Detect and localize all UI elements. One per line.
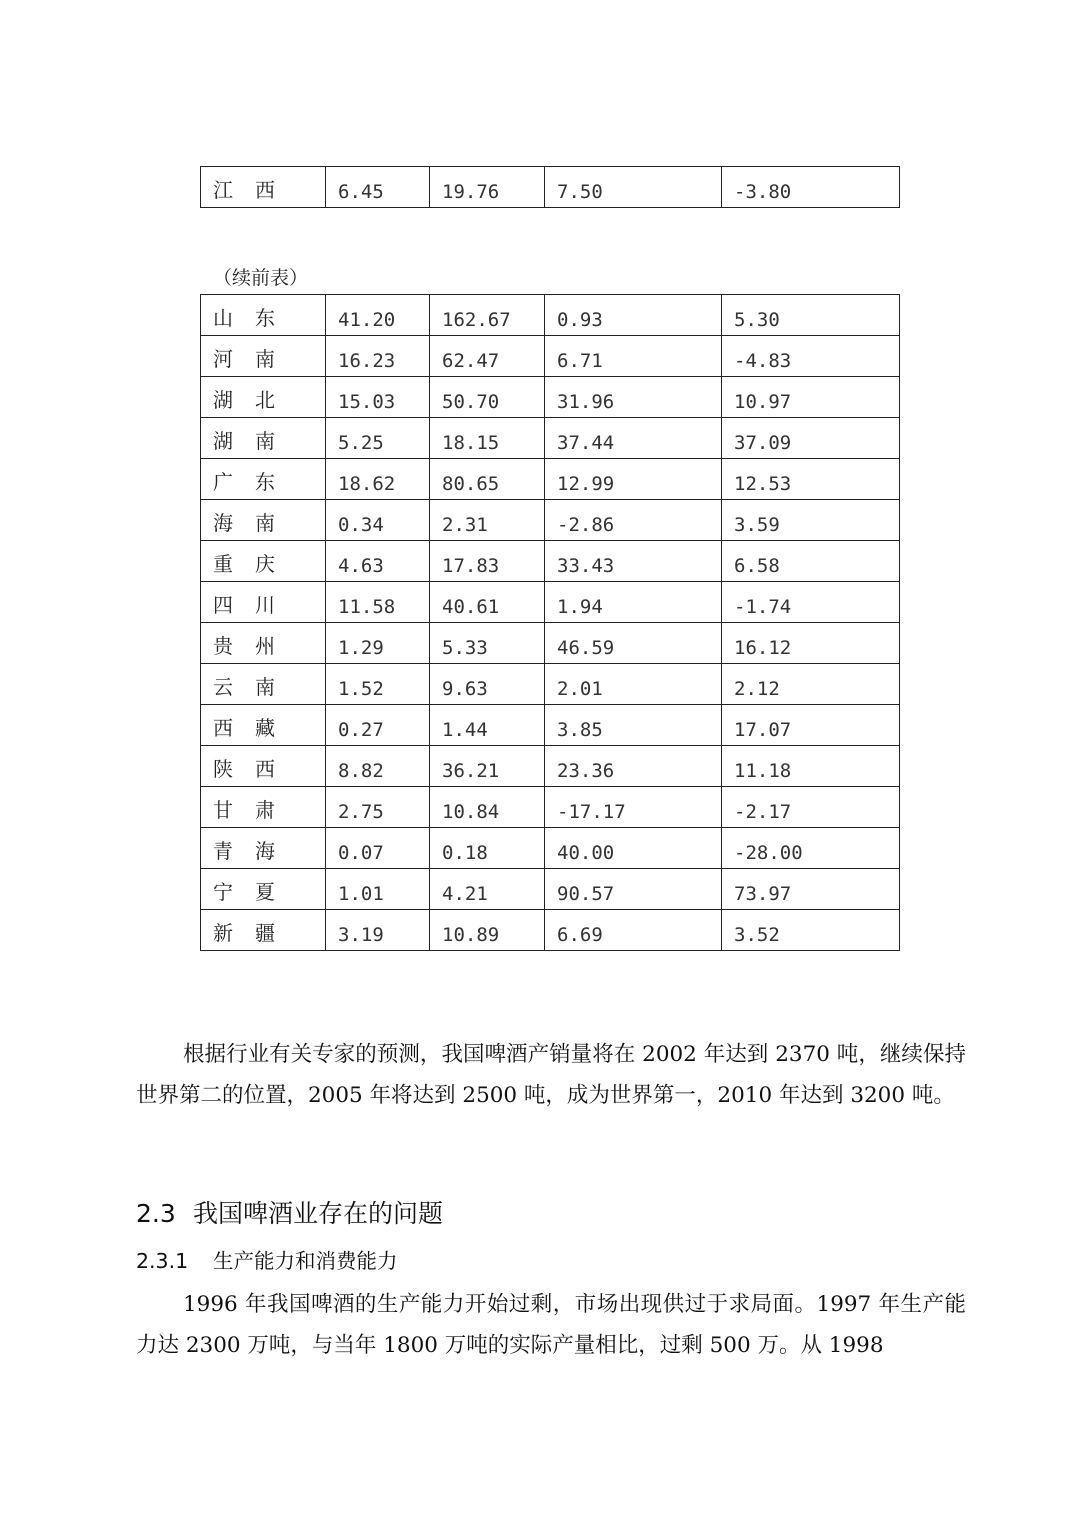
region-char: 东 — [255, 306, 275, 330]
value-cell: 41.20 — [326, 295, 430, 336]
value-cell: 15.03 — [326, 377, 430, 418]
value-cell: 8.82 — [326, 746, 430, 787]
value-cell: 3.59 — [722, 500, 900, 541]
value-cell: -17.17 — [545, 787, 722, 828]
region-cell — [201, 418, 326, 459]
region-cell — [201, 582, 326, 623]
value-cell: 9.63 — [430, 664, 545, 705]
region-char: 西 — [255, 757, 275, 781]
region-char: 肃 — [255, 798, 275, 822]
region-cell — [201, 541, 326, 582]
table-row — [201, 295, 900, 336]
region-cell — [201, 295, 326, 336]
region-char: 甘 — [213, 798, 233, 822]
value-cell: 10.84 — [430, 787, 545, 828]
value-cell: 40.00 — [545, 828, 722, 869]
region-char: 四 — [213, 593, 233, 617]
region-cell — [201, 910, 326, 951]
value-cell: 17.83 — [430, 541, 545, 582]
region-cell — [201, 664, 326, 705]
value-cell: 17.07 — [722, 705, 900, 746]
region-char: 南 — [255, 511, 275, 535]
value-cell: 1.44 — [430, 705, 545, 746]
value-cell: 6.45 — [326, 167, 430, 208]
data-table-continued — [200, 294, 900, 951]
value-cell: 3.19 — [326, 910, 430, 951]
region-char: 江 — [213, 178, 233, 202]
value-cell: 2.01 — [545, 664, 722, 705]
region-char: 山 — [213, 306, 233, 330]
region-char: 贵 — [213, 634, 233, 658]
value-cell: -3.80 — [722, 167, 900, 208]
value-cell: 37.09 — [722, 418, 900, 459]
value-cell: 6.71 — [545, 336, 722, 377]
region-char: 南 — [255, 347, 275, 371]
region-char: 疆 — [255, 921, 275, 945]
value-cell: 162.67 — [430, 295, 545, 336]
value-cell: 1.29 — [326, 623, 430, 664]
region-char: 河 — [213, 347, 233, 371]
value-cell: 6.69 — [545, 910, 722, 951]
value-cell: 62.47 — [430, 336, 545, 377]
value-cell: 4.21 — [430, 869, 545, 910]
section-number: 2.3 — [136, 1199, 176, 1228]
value-cell: 23.36 — [545, 746, 722, 787]
value-cell: 37.44 — [545, 418, 722, 459]
value-cell: -4.83 — [722, 336, 900, 377]
value-cell: 0.07 — [326, 828, 430, 869]
region-char: 重 — [213, 552, 233, 576]
region-char: 广 — [213, 470, 233, 494]
section-heading — [136, 1194, 443, 1230]
region-char: 藏 — [255, 716, 275, 740]
value-cell: 73.97 — [722, 869, 900, 910]
table-row — [201, 500, 900, 541]
region-char: 西 — [255, 178, 275, 202]
region-cell — [201, 787, 326, 828]
value-cell: 46.59 — [545, 623, 722, 664]
region-cell — [201, 459, 326, 500]
table-body — [201, 295, 900, 951]
value-cell: 12.53 — [722, 459, 900, 500]
region-char: 青 — [213, 839, 233, 863]
table-row — [201, 167, 900, 208]
value-cell: 0.34 — [326, 500, 430, 541]
table-row — [201, 664, 900, 705]
value-cell: 4.63 — [326, 541, 430, 582]
region-char: 川 — [255, 593, 275, 617]
table-row — [201, 377, 900, 418]
value-cell: 6.58 — [722, 541, 900, 582]
value-cell: 0.18 — [430, 828, 545, 869]
table-row — [201, 869, 900, 910]
paragraph-forecast: 根据行业有关专家的预测，我国啤酒产销量将在 2002 年达到 2370 吨，继续保持世界第二的位置，2005 年将达到 2500 吨，成为世界第一，2010 年达到 3200 吨。 — [136, 1042, 966, 1108]
table-row — [201, 910, 900, 951]
value-cell: -2.86 — [545, 500, 722, 541]
region-char: 北 — [255, 388, 275, 412]
value-cell: 2.75 — [326, 787, 430, 828]
value-cell: 90.57 — [545, 869, 722, 910]
data-table-top — [200, 166, 900, 208]
value-cell: 18.62 — [326, 459, 430, 500]
value-cell: -2.17 — [722, 787, 900, 828]
value-cell: 1.01 — [326, 869, 430, 910]
value-cell: 2.12 — [722, 664, 900, 705]
subsection-title: 生产能力和消费能力 — [213, 1249, 398, 1273]
value-cell: 16.23 — [326, 336, 430, 377]
value-cell: 1.52 — [326, 664, 430, 705]
value-cell: 11.58 — [326, 582, 430, 623]
value-cell: 80.65 — [430, 459, 545, 500]
value-cell: 0.27 — [326, 705, 430, 746]
value-cell: 3.52 — [722, 910, 900, 951]
region-cell — [201, 377, 326, 418]
table-row — [201, 541, 900, 582]
table-body — [201, 167, 900, 208]
value-cell: 19.76 — [430, 167, 545, 208]
value-cell: 40.61 — [430, 582, 545, 623]
region-char: 湖 — [213, 429, 233, 453]
region-char: 庆 — [255, 552, 275, 576]
region-cell — [201, 500, 326, 541]
table-row — [201, 705, 900, 746]
value-cell: 2.31 — [430, 500, 545, 541]
value-cell: 1.94 — [545, 582, 722, 623]
table-row — [201, 746, 900, 787]
region-cell — [201, 623, 326, 664]
region-char: 西 — [213, 716, 233, 740]
value-cell: 36.21 — [430, 746, 545, 787]
region-char: 南 — [255, 675, 275, 699]
region-cell — [201, 167, 326, 208]
subsection-number: 2.3.1 — [136, 1249, 189, 1273]
table-row — [201, 582, 900, 623]
table-row — [201, 828, 900, 869]
value-cell: 5.25 — [326, 418, 430, 459]
table-row — [201, 418, 900, 459]
region-char: 南 — [255, 429, 275, 453]
region-cell — [201, 828, 326, 869]
section-title: 我国啤酒业存在的问题 — [193, 1199, 444, 1228]
subsection-heading — [136, 1244, 398, 1274]
region-char: 海 — [213, 511, 233, 535]
region-char: 东 — [255, 470, 275, 494]
value-cell: 3.85 — [545, 705, 722, 746]
value-cell: -28.00 — [722, 828, 900, 869]
table-row — [201, 787, 900, 828]
value-cell: 18.15 — [430, 418, 545, 459]
value-cell: 7.50 — [545, 167, 722, 208]
region-cell — [201, 336, 326, 377]
value-cell: 10.97 — [722, 377, 900, 418]
value-cell: 50.70 — [430, 377, 545, 418]
value-cell: 16.12 — [722, 623, 900, 664]
region-char: 宁 — [213, 880, 233, 904]
value-cell: 31.96 — [545, 377, 722, 418]
value-cell: 5.33 — [430, 623, 545, 664]
region-char: 州 — [255, 634, 275, 658]
region-cell — [201, 705, 326, 746]
table-continuation-caption: （续前表） — [213, 267, 309, 289]
region-char: 海 — [255, 839, 275, 863]
region-cell — [201, 869, 326, 910]
value-cell: 33.43 — [545, 541, 722, 582]
region-char: 新 — [213, 921, 233, 945]
table-row — [201, 459, 900, 500]
value-cell: -1.74 — [722, 582, 900, 623]
table-row — [201, 623, 900, 664]
region-char: 夏 — [255, 880, 275, 904]
table-row — [201, 336, 900, 377]
region-cell — [201, 746, 326, 787]
value-cell: 0.93 — [545, 295, 722, 336]
paragraph-capacity: 1996 年我国啤酒的生产能力开始过剩，市场出现供过于求局面。1997 年生产能力达 2300 万吨，与当年 1800 万吨的实际产量相比，过剩 500 万。从 1998 — [136, 1292, 966, 1358]
region-char: 湖 — [213, 388, 233, 412]
region-char: 云 — [213, 675, 233, 699]
value-cell: 12.99 — [545, 459, 722, 500]
value-cell: 11.18 — [722, 746, 900, 787]
region-char: 陕 — [213, 757, 233, 781]
value-cell: 10.89 — [430, 910, 545, 951]
value-cell: 5.30 — [722, 295, 900, 336]
